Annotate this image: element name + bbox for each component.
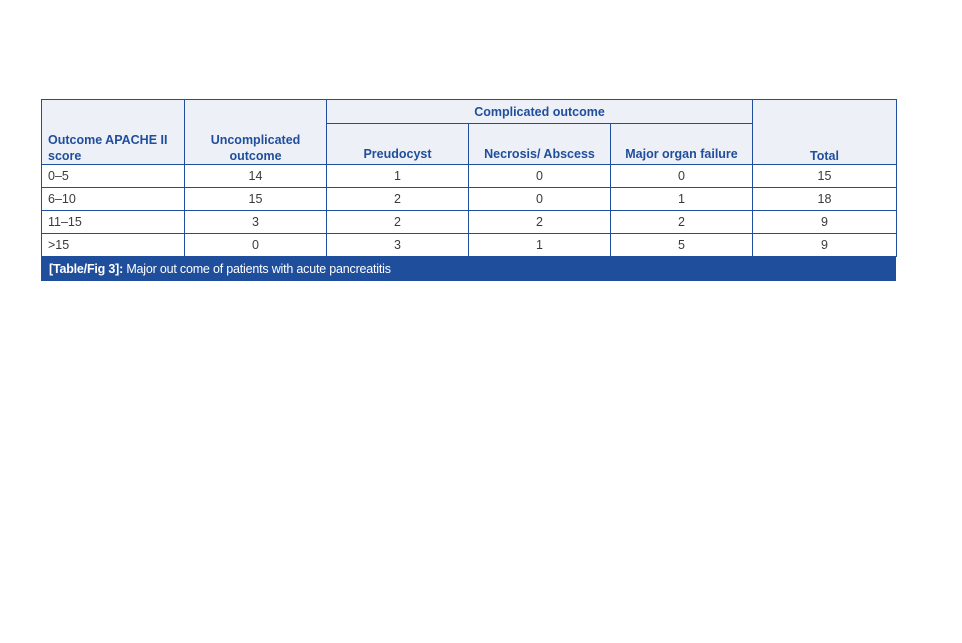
table-row (42, 234, 897, 257)
table-caption (41, 257, 896, 281)
cell-pseudocyst: 1 (327, 165, 469, 188)
header-uncomplicated: Uncomplicated outcome (185, 100, 327, 165)
cell-necrosis: 0 (469, 188, 611, 211)
header-necrosis: Necrosis/ Abscess (469, 124, 611, 165)
table-row (42, 165, 897, 188)
header-complicated-group: Complicated outcome (327, 100, 753, 124)
cell-total: 9 (753, 234, 897, 257)
cell-necrosis: 0 (469, 165, 611, 188)
results-table-container (41, 99, 896, 281)
table-row (42, 188, 897, 211)
header-outcome-score: Outcome APACHE II score (42, 100, 185, 165)
cell-uncomplicated: 14 (185, 165, 327, 188)
table-row (42, 211, 897, 234)
cell-total: 15 (753, 165, 897, 188)
cell-organ-failure: 5 (611, 234, 753, 257)
cell-pseudocyst: 3 (327, 234, 469, 257)
cell-score: >15 (42, 234, 185, 257)
cell-organ-failure: 0 (611, 165, 753, 188)
cell-score: 0–5 (42, 165, 185, 188)
cell-organ-failure: 1 (611, 188, 753, 211)
cell-uncomplicated: 3 (185, 211, 327, 234)
outcome-table (41, 99, 897, 257)
header-total: Total (753, 100, 897, 165)
header-organ-failure: Major organ failure (611, 124, 753, 165)
cell-pseudocyst: 2 (327, 211, 469, 234)
cell-total: 18 (753, 188, 897, 211)
cell-score: 11–15 (42, 211, 185, 234)
cell-score: 6–10 (42, 188, 185, 211)
cell-uncomplicated: 0 (185, 234, 327, 257)
cell-pseudocyst: 2 (327, 188, 469, 211)
cell-total: 9 (753, 211, 897, 234)
caption-text: Major out come of patients with acute pancreatitis (123, 262, 391, 276)
caption-label: [Table/Fig 3]: (49, 262, 124, 276)
cell-necrosis: 2 (469, 211, 611, 234)
cell-necrosis: 1 (469, 234, 611, 257)
cell-organ-failure: 2 (611, 211, 753, 234)
header-pseudocyst: Preudocyst (327, 124, 469, 165)
cell-uncomplicated: 15 (185, 188, 327, 211)
